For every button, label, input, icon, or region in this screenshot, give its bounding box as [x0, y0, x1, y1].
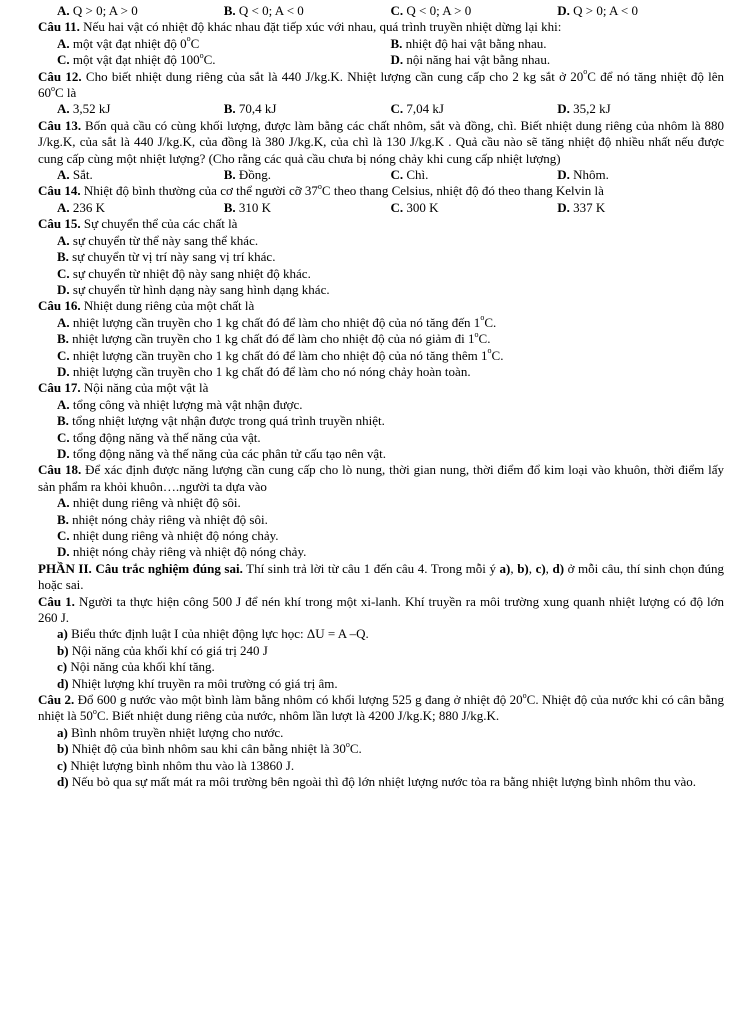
option-a: A. Sắt.: [57, 167, 93, 183]
option-a: A. 3,52 kJ: [57, 101, 111, 117]
statement-a: a) Biểu thức định luật I của nhiệt động lực học: ΔU = A –Q.: [57, 626, 369, 642]
option-d: D. Nhôm.: [557, 167, 609, 183]
option-b: B. nhiệt nóng chảy riêng và nhiệt độ sôi.: [57, 511, 268, 527]
exam-document: [38, 3, 724, 791]
option-b: B. nhiệt độ hai vật bằng nhau.: [390, 35, 547, 51]
option-d: D. tổng động năng và thế năng của các phân tử cấu tạo nên vật.: [57, 445, 387, 461]
option-a: A. nhiệt dung riêng và nhiệt độ sôi.: [57, 495, 241, 511]
q10-options: [57, 3, 724, 19]
option-c: C. nhiệt lượng cần truyền cho 1 kg chất đó để làm cho nhiệt độ của nó tăng thêm 1$^o$C.: [57, 346, 504, 363]
option-d: D. Q > 0; A < 0: [557, 3, 639, 18]
option-a: A. một vật đạt nhiệt độ 0$^o$C: [57, 34, 200, 51]
option-c: C. 300 K: [390, 199, 439, 215]
option-d: D. nhiệt lượng cần truyền cho 1 kg chất đó để làm cho nó nóng chảy hoàn toàn.: [57, 363, 471, 379]
statement-b: b) Nhiệt độ của bình nhôm sau khi cân bằng nhiệt là 30$^o$C.: [57, 739, 362, 757]
option-b: B. 310 K: [223, 199, 272, 215]
option-b: B. Đồng.: [223, 167, 272, 183]
q12-options: [57, 101, 724, 117]
question-17: Câu 17. Nội năng của một vật là: [38, 380, 209, 396]
option-d: D. 35,2 kJ: [557, 101, 611, 117]
question-13: Câu 13. Bốn quả cầu có cùng khối lượng, được làm bằng các chất nhôm, sắt và đồng, chì. Biết nhiệt dung riêng của nhôm là 880 J/kg.K, của sắt là 440 J/kg.K, của đồng là 380 J/kg.K, của chì là 130 J/kg.K . Quả cầu nào sẽ tăng nhiệt độ nhiều nhất nếu được cung cấp cùng một nhiệt lượng? (Cho rằng các quả cầu chưa bị nóng chảy khi cung cấp nhiệt lượng): [38, 117, 725, 166]
option-d: D. 337 K: [557, 199, 606, 215]
option-a: A. Q > 0; A > 0: [57, 3, 138, 18]
option-d: D. nội năng hai vật bằng nhau.: [390, 52, 551, 68]
q13-options: [57, 167, 724, 183]
question-14: Câu 14. Nhiệt độ bình thường của cơ thể người cỡ 37$^o$C theo thang Celsius, nhiệt độ đó theo thang Kelvin là: [38, 182, 604, 199]
statement-c: c) Nội năng của khối khí tăng.: [57, 659, 215, 675]
option-b: B. 70,4 kJ: [223, 101, 277, 117]
q14-options: [57, 200, 724, 216]
option-c: C. tổng động năng và thế năng của vật.: [57, 429, 261, 445]
question-12: Câu 12. Cho biết nhiệt dung riêng của sắt là 440 J/kg.K. Nhiệt lượng cần cung cấp cho 2 kg sắt ở 20$^o$C để nó tăng nhiệt độ lên 60$^o$C là: [38, 67, 725, 101]
statement-a: a) Bình nhôm truyền nhiệt lượng cho nước.: [57, 724, 284, 740]
option-a: A. tổng công và nhiệt lượng mà vật nhận được.: [57, 396, 303, 412]
option-a: A. 236 K: [57, 199, 106, 215]
part2-question-1: Câu 1. Người ta thực hiện công 500 J để nén khí trong một xi-lanh. Khí truyền ra môi trường xung quanh nhiệt lượng có độ lớn 260 J.: [38, 593, 725, 626]
option-b: B. Q < 0; A < 0: [223, 3, 304, 18]
statement-d: d) Nhiệt lượng khí truyền ra môi trường có giá trị âm.: [57, 675, 338, 691]
option-c: C. Chì.: [390, 167, 429, 183]
option-b: B. sự chuyển từ vị trí này sang vị trí khác.: [57, 249, 276, 265]
question-15: Câu 15. Sự chuyển thể của các chất là: [38, 216, 238, 232]
option-d: D. sự chuyển từ hình dạng này sang hình dạng khác.: [57, 281, 330, 297]
question-16: Câu 16. Nhiệt dung riêng của một chất là: [38, 298, 255, 314]
part2-question-2: Câu 2. Đổ 600 g nước vào một bình làm bằng nhôm có khối lượng 525 g đang ở nhiệt độ 20$^o$C. Nhiệt độ của nước khi có cân bằng nhiệt là 50$^o$C. Biết nhiệt dung riêng của nước, nhôm lần lượt là 4200 J/kg.K; 880 J/kg.K.: [38, 690, 724, 724]
q11-options-row1: [57, 36, 724, 52]
option-b: B. tổng nhiệt lượng vật nhận được trong quá trình truyền nhiệt.: [57, 413, 385, 429]
option-c: C. nhiệt dung riêng và nhiệt độ nóng chảy.: [57, 528, 279, 543]
q11-options-row2: [57, 52, 724, 68]
part-2-heading: PHẦN II. Câu trắc nghiệm đúng sai. Thí sinh trả lời từ câu 1 đến câu 4. Trong mỗi ý a), b), c), d) ở mỗi câu, thí sinh chọn đúng hoặc sai.: [38, 560, 725, 593]
statement-b: b) Nội năng của khối khí có giá trị 240 J: [57, 642, 268, 658]
question-18: Câu 18. Để xác định được năng lượng cần cung cấp cho lò nung, thời gian nung, thời điểm đổ kim loại vào khuôn, thời điểm lấy sản phẩm ra khỏi khuôn….người ta dựa vào: [38, 462, 724, 494]
option-d: D. nhiệt nóng chảy riêng và nhiệt độ nóng chảy.: [57, 544, 307, 560]
option-c: C. một vật đạt nhiệt độ 100$^o$C.: [57, 50, 216, 68]
question-11: Câu 11. Nếu hai vật có nhiệt độ khác nhau đặt tiếp xúc với nhau, quá trình truyền nhiệt dừng lại khi:: [38, 19, 562, 35]
option-a: A. nhiệt lượng cần truyền cho 1 kg chất đó để làm cho nhiệt độ của nó tăng đến 1$^o$C.: [57, 313, 497, 330]
option-a: A. sự chuyển từ thể này sang thể khác.: [57, 232, 259, 248]
option-c: C. 7,04 kJ: [390, 101, 444, 117]
statement-d: d) Nếu bỏ qua sự mất mát ra môi trường bên ngoài thì độ lớn nhiệt lượng nước tỏa ra bằng nhiệt lượng bình nhôm thu vào.: [57, 774, 696, 790]
option-b: B. nhiệt lượng cần truyền cho 1 kg chất đó để làm cho nhiệt độ của nó giảm đi 1$^o$C.: [57, 329, 491, 347]
option-c: C. Q < 0; A > 0: [390, 3, 472, 18]
statement-c: c) Nhiệt lượng bình nhôm thu vào là 13860 J.: [57, 757, 295, 773]
option-c: C. sự chuyển từ nhiệt độ này sang nhiệt độ khác.: [57, 265, 311, 281]
